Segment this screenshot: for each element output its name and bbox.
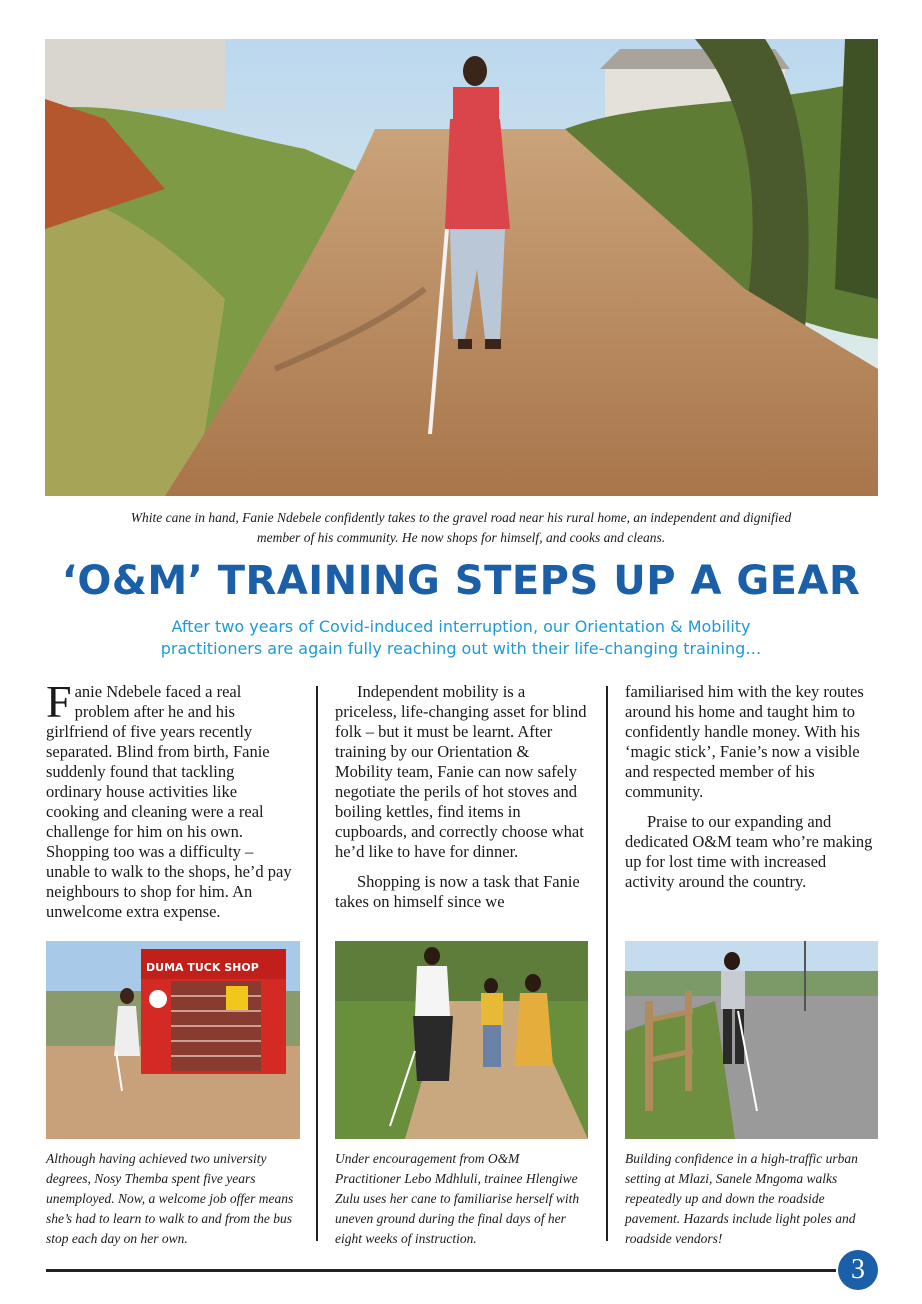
tuck-shop-illustration bbox=[46, 941, 300, 1139]
hero-photo bbox=[45, 39, 878, 496]
article-headline: ‘O&M’ TRAINING STEPS UP A GEAR bbox=[61, 558, 861, 604]
drop-cap: F bbox=[46, 676, 72, 727]
tuck-shop-caption: Although having achieved two university degrees, Nosy Themba spent five years unemployed. Now, a welcome job offer means she’s had to learn to walk to and from the bus stop each day on her own. bbox=[46, 1151, 294, 1246]
urban-pavement-photo bbox=[625, 941, 878, 1139]
column-2-paragraph-2: Shopping is now a task that Fanie takes on himself since we bbox=[335, 872, 580, 911]
column-2-paragraph-1: Independent mobility is a priceless, life-changing asset for blind folk – but it must be learnt. After training by our Orientation & Mobility team, Fanie can now safely negotiate the perils of hot stoves and boiling kettles, find items in cupboards, and correctly choose what he’d like to have for dinner. bbox=[335, 682, 587, 861]
urban-pavement-illustration bbox=[625, 941, 878, 1139]
hero-photo-illustration bbox=[45, 39, 878, 496]
column-1-text: anie Ndebele faced a real problem after he and his girlfriend of five years recently separated. Blind from birth, Fanie suddenly found that tackling ordinary house activities like cooking and cleaning were a real challenge for him on his own. Shopping too was a difficulty – unable to walk to the shops, he’d pay neighbours to shop for him. An unwelcome extra expense. bbox=[46, 682, 292, 921]
training-path-caption: Under encouragement from O&M Practitioner Lebo Mdhluli, trainee Hlengiwe Zulu uses her cane to familiarise herself with uneven ground during the final days of her eight weeks of instruction. bbox=[335, 1151, 580, 1246]
footer-rule bbox=[46, 1269, 836, 1272]
article-column-1 bbox=[46, 676, 294, 932]
column-3-paragraph-1: familiarised him with the key routes around his home and taught him to confidently handle money. With his ‘magic stick’, Fanie’s now a visible and respected member of his community. bbox=[625, 682, 864, 801]
article-column-3 bbox=[625, 682, 878, 902]
training-path-illustration bbox=[335, 941, 588, 1139]
column-divider-2 bbox=[606, 686, 608, 1241]
page-number-badge: 3 bbox=[838, 1250, 878, 1290]
tuck-shop-sign: DUMA TUCK SHOP bbox=[146, 961, 259, 974]
column-3-paragraph-2: Praise to our expanding and dedicated O&M team who’re making up for lost time with increased activity around the country. bbox=[625, 812, 873, 891]
hero-caption: White cane in hand, Fanie Ndebele confidently takes to the gravel road near his rural home, an independent and dignified member of his community. He now shops for himself, and cooks and cleans. bbox=[130, 510, 792, 545]
article-column-2 bbox=[335, 682, 587, 922]
article-subhead: After two years of Covid-induced interruption, our Orientation & Mobility practitioners are again fully reaching out with their life-changing training… bbox=[160, 617, 762, 658]
column-divider-1 bbox=[316, 686, 318, 1241]
urban-pavement-caption: Building confidence in a high-traffic urban setting at Mlazi, Sanele Mngoma walks repeatedly up and down the roadside pavement. Hazards include light poles and roadside vendors! bbox=[625, 1151, 858, 1246]
training-path-photo bbox=[335, 941, 588, 1139]
tuck-shop-photo bbox=[46, 941, 300, 1139]
